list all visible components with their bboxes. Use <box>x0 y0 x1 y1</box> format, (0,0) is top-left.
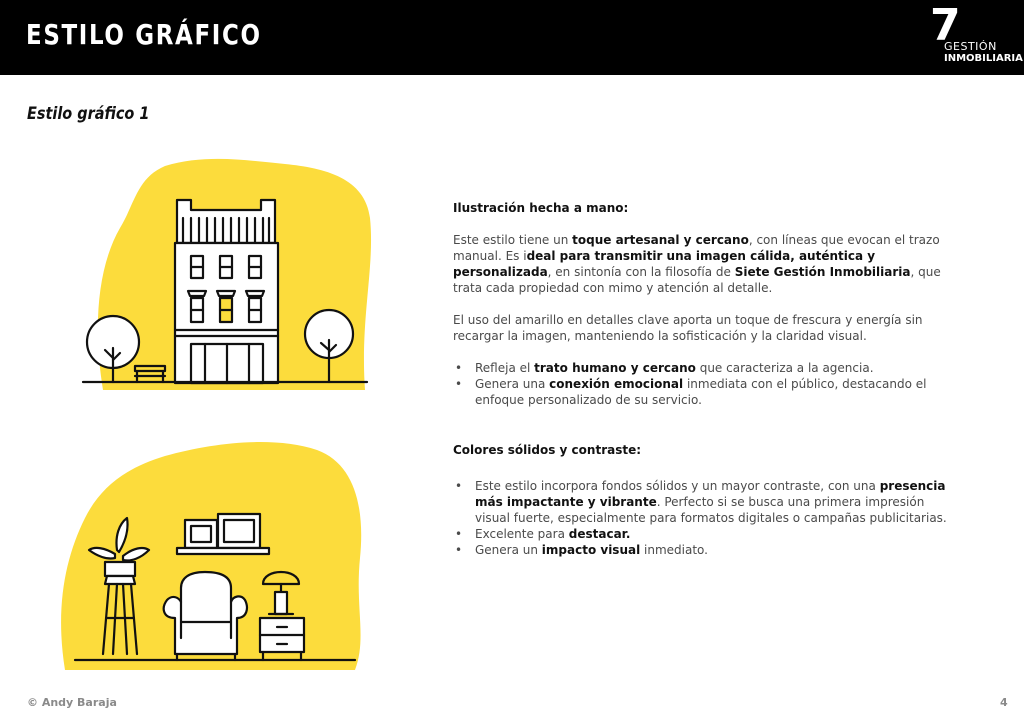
text-run: Genera un <box>475 543 542 557</box>
text-emphasis: Siete Gestión Inmobiliaria <box>734 265 911 279</box>
text-run: inmediato. <box>640 543 708 557</box>
company-logo <box>930 0 1023 68</box>
page-title: ESTILO GRÁFICO <box>26 18 262 51</box>
text-emphasis: deal para transmitir una imagen cálida, auténtica y personalizada <box>453 249 876 279</box>
text-run: que caracteriza a la agencia. <box>695 361 874 375</box>
text-run: Este estilo incorpora fondos sólidos y un mayor contraste, con una <box>475 479 880 493</box>
text-run: inmediata con el público, destacando el enfoque personalizado de su servicio. <box>475 377 927 407</box>
logo-line-inmobiliaria: INMOBILIARIA <box>944 53 1023 64</box>
header-bar <box>0 0 1024 75</box>
list-item <box>453 376 963 408</box>
page-number: 4 <box>1000 696 1008 709</box>
list-item <box>453 526 963 542</box>
text-emphasis: impacto visual <box>541 543 641 557</box>
logo-number: 7 <box>930 0 961 51</box>
list-item <box>453 360 963 376</box>
text-emphasis: conexión emocional <box>549 377 684 391</box>
text-emphasis: trato humano y cercano <box>534 361 696 375</box>
list-item <box>453 478 963 526</box>
living-room-illustration <box>55 438 375 670</box>
bullet-list <box>453 478 963 558</box>
text-emphasis: destacar. <box>568 527 631 541</box>
text-run: Este estilo tiene un <box>453 233 573 247</box>
paragraph: El uso del amarillo en detalles clave aporta un toque de frescura y energía sin recargar la imagen, manteniendo la sofisticación y la claridad visual. <box>453 313 923 343</box>
text-run: Refleja el <box>475 361 535 375</box>
section-solid-colors <box>453 442 963 558</box>
text-run: Genera una <box>475 377 550 391</box>
text-run: , que trata cada propiedad con mimo y atención al detalle. <box>453 265 941 295</box>
section-subtitle: Estilo gráfico 1 <box>27 104 150 124</box>
footer-credit: © Andy Baraja <box>27 696 117 709</box>
logo-line-gestion: GESTIÓN <box>944 40 997 53</box>
section-heading: Colores sólidos y contraste: <box>453 443 642 457</box>
text-emphasis: toque artesanal y cercano <box>572 233 749 247</box>
list-item <box>453 542 963 558</box>
text-run: Excelente para <box>475 527 569 541</box>
paragraph <box>453 232 963 296</box>
text-run: , con líneas que evocan el trazo manual. Es i <box>453 233 940 263</box>
building-illustration <box>75 158 375 390</box>
text-emphasis: presencia más impactante y vibrante <box>475 479 946 509</box>
text-run: . Perfecto si se busca una primera impresión visual fuerte, especialmente para formatos digitales o campañas publicitarias. <box>475 495 947 525</box>
section-handmade <box>453 200 963 408</box>
bullet-list <box>453 360 963 408</box>
text-run: , en sintonía con la filosofía de <box>547 265 735 279</box>
section-heading: Ilustración hecha a mano: <box>453 201 629 215</box>
